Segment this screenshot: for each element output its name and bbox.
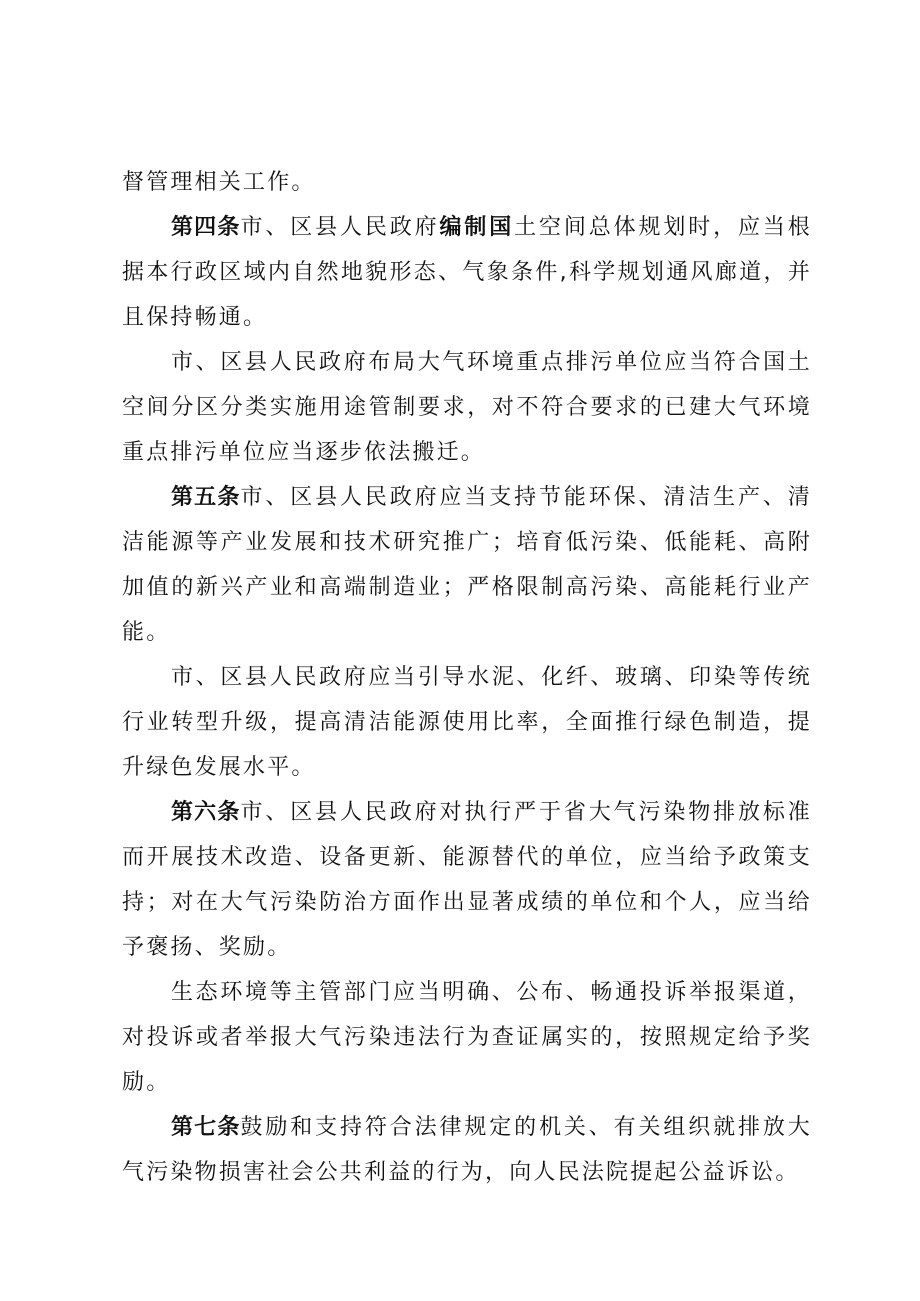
paragraph-text: 市、区县人民政府应当引导水泥、化纤、玻璃、印染等传统行业转型升级，提高清洁能源使用比率，全面推行绿色制造，提升绿色发展水平。 — [122, 665, 812, 780]
article-number: 第四条 — [171, 215, 241, 240]
article-number: 第七条 — [171, 1115, 241, 1140]
article-6-paragraph-2 — [122, 970, 812, 1105]
paragraph-text: 市、区县人民政府 — [240, 215, 440, 240]
article-4-paragraph-1 — [122, 205, 812, 340]
paragraph-text: 生态环境等主管部门应当明确、公布、畅通投诉举报渠道，对投诉或者举报大气污染违法行为查证属实的，按照规定给予奖励。 — [122, 980, 812, 1095]
article-5-paragraph-2 — [122, 655, 812, 790]
paragraph-text: 市、区县人民政府布局大气环境重点排污单位应当符合国土空间分区分类实施用途管制要求，对不符合要求的已建大气环境重点排污单位应当逐步依法搬迁。 — [122, 350, 812, 465]
bold-text: 编制国 — [439, 215, 515, 240]
paragraph-continued — [122, 160, 812, 205]
article-number: 第六条 — [171, 800, 241, 825]
article-number: 第五条 — [171, 485, 241, 510]
article-7-paragraph-1 — [122, 1105, 812, 1195]
paragraph-text: 市、区县人民政府应当支持节能环保、清洁生产、清洁能源等产业发展和技术研究推广；培育低污染、低能耗、高附加值的新兴产业和高端制造业；严格限制高污染、高能耗行业产能。 — [122, 485, 812, 645]
paragraph-text: 督管理相关工作。 — [122, 170, 316, 195]
article-5-paragraph-1 — [122, 475, 812, 655]
paragraph-text: 土空间总体规划时，应当根据本行政区域内自然地貌形态、气象条件,科学规划通风廊道，并且保持畅通。 — [122, 215, 812, 330]
paragraph-text: 鼓励和支持符合法律规定的机关、有关组织就排放大气污染物损害社会公共利益的行为，向人民法院提起公益诉讼。 — [122, 1115, 812, 1185]
article-4-paragraph-2 — [122, 340, 812, 475]
document-body — [122, 160, 812, 1195]
paragraph-text: 市、区县人民政府对执行严于省大气污染物排放标准而开展技术改造、设备更新、能源替代的单位，应当给予政策支持；对在大气污染防治方面作出显著成绩的单位和个人，应当给予褒扬、奖励。 — [122, 800, 812, 960]
article-6-paragraph-1 — [122, 790, 812, 970]
